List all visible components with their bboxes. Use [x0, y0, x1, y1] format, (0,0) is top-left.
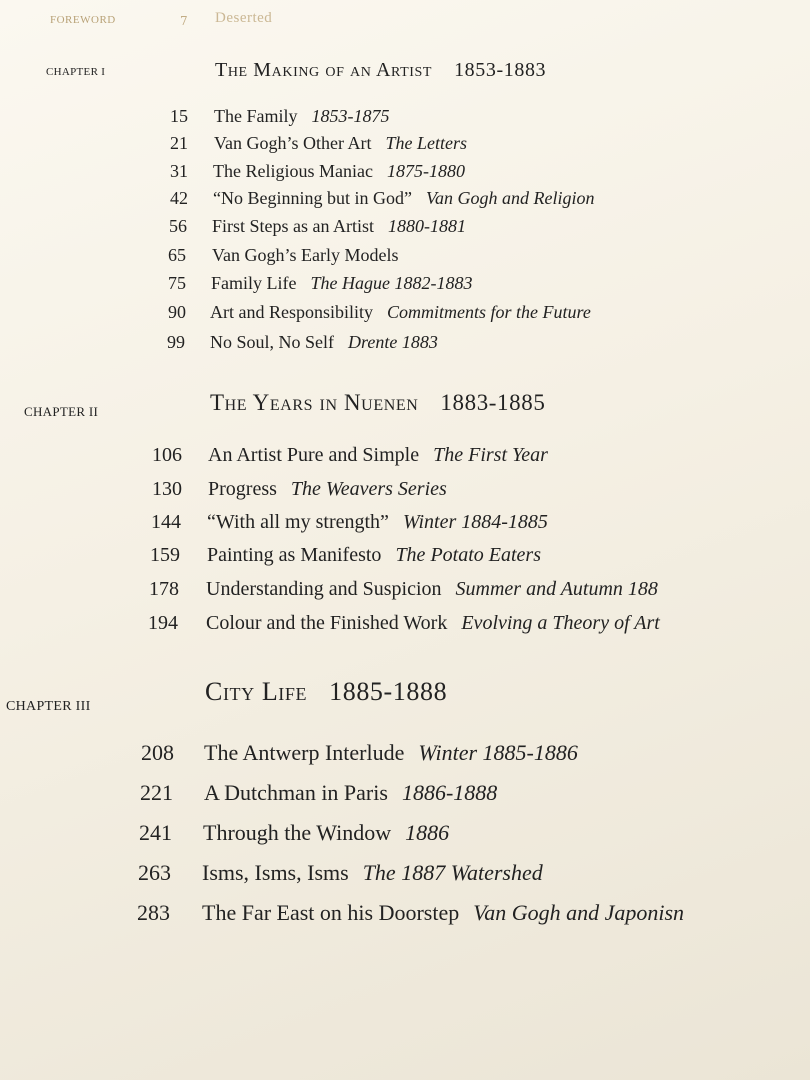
chapter-title — [215, 59, 546, 82]
entry-title: Through the Window — [203, 820, 392, 845]
page-number: 130 — [152, 478, 182, 500]
page-number: 194 — [148, 612, 178, 634]
entry-subtitle: Drente 1883 — [348, 332, 438, 352]
page-number: 15 — [170, 106, 188, 126]
entry-subtitle: Winter 1884-1885 — [402, 511, 548, 533]
entry-subtitle: The First Year — [433, 444, 548, 466]
entry-title: Art and Responsibility — [210, 302, 373, 322]
chapter-years: 1853-1883 — [454, 59, 547, 81]
entry-subtitle: Winter 1885-1886 — [418, 740, 578, 765]
page-number: 65 — [168, 245, 186, 265]
page-number: 42 — [170, 188, 188, 208]
page-number: 178 — [149, 578, 179, 600]
page-number: 106 — [152, 444, 182, 466]
entry-title: An Artist Pure and Simple — [208, 444, 420, 466]
entry-title: “With all my strength” — [207, 511, 389, 533]
entry-title: Progress — [208, 478, 277, 500]
entry-title: The Religious Maniac — [213, 161, 373, 181]
chapter-title-text: The Years in Nuenen — [210, 390, 419, 415]
page-number: 263 — [138, 860, 171, 885]
chapter-label: CHAPTER I — [46, 66, 106, 78]
page-number: 90 — [168, 302, 186, 322]
entry-subtitle: Evolving a Theory of Art — [461, 612, 660, 634]
page-number: 99 — [167, 332, 185, 352]
entry-title: Understanding and Suspicion — [206, 578, 442, 600]
entry-title: Van Gogh’s Other Art — [214, 133, 372, 153]
chapter-title-text: City Life — [205, 677, 308, 706]
entry-subtitle: 1886-1888 — [401, 780, 498, 805]
chapter-label: CHAPTER II — [24, 404, 99, 419]
entry-title: The Far East on his Doorstep — [202, 900, 460, 925]
chapter-years: 1885-1888 — [329, 677, 448, 706]
chapter-title-text: The Making of an Artist — [215, 59, 433, 81]
entry-subtitle: The 1887 Watershed — [362, 860, 543, 885]
entry-title: The Family — [214, 106, 298, 126]
entry-subtitle: Van Gogh and Japonisn — [473, 900, 685, 925]
chapter-label: CHAPTER III — [6, 699, 91, 714]
entry-title: Family Life — [211, 273, 297, 293]
entry-title: No Soul, No Self — [210, 332, 335, 352]
entry-subtitle: Commitments for the Future — [387, 302, 591, 322]
page-number: 241 — [139, 820, 172, 845]
page-number: 75 — [168, 273, 186, 293]
page-number: 283 — [137, 900, 170, 925]
entry-title: First Steps as an Artist — [212, 216, 375, 236]
page-number: 31 — [170, 161, 188, 181]
entry-title: Isms, Isms, Isms — [202, 860, 349, 885]
page-number: 56 — [169, 216, 187, 236]
entry-title: The Antwerp Interlude — [204, 740, 405, 765]
entry-subtitle: 1886 — [405, 820, 450, 845]
chapter-title — [210, 390, 545, 416]
chapter-years: 1883-1885 — [440, 390, 546, 415]
page-number: 159 — [150, 544, 180, 566]
page-number: 221 — [140, 780, 173, 805]
entry-title: A Dutchman in Paris — [204, 780, 388, 805]
foreword-title: Deserted — [215, 10, 273, 26]
entry-subtitle: The Hague 1882-1883 — [310, 273, 473, 293]
entry-subtitle: 1853-1875 — [311, 106, 390, 126]
entry-subtitle: 1880-1881 — [388, 216, 467, 236]
entry-subtitle: The Weavers Series — [290, 478, 447, 500]
foreword-page-number: 7 — [180, 14, 189, 28]
entry-title: “No Beginning but in God” — [213, 188, 412, 208]
chapter-title — [205, 677, 447, 707]
page-number: 21 — [170, 133, 188, 153]
foreword-label: FOREWORD — [50, 14, 116, 26]
entry-subtitle: The Potato Eaters — [395, 544, 541, 566]
entry-subtitle: 1875-1880 — [386, 161, 465, 181]
entry-subtitle: Van Gogh and Religion — [425, 188, 595, 208]
entry-subtitle: Summer and Autumn 188 — [455, 578, 658, 600]
page-number: 208 — [141, 740, 174, 765]
page-number: 144 — [151, 511, 181, 533]
entry-title: Colour and the Finished Work — [206, 612, 448, 634]
entry-title: Van Gogh’s Early Models — [212, 245, 399, 265]
entry-title: Painting as Manifesto — [207, 544, 382, 566]
entry-subtitle: The Letters — [385, 133, 467, 153]
